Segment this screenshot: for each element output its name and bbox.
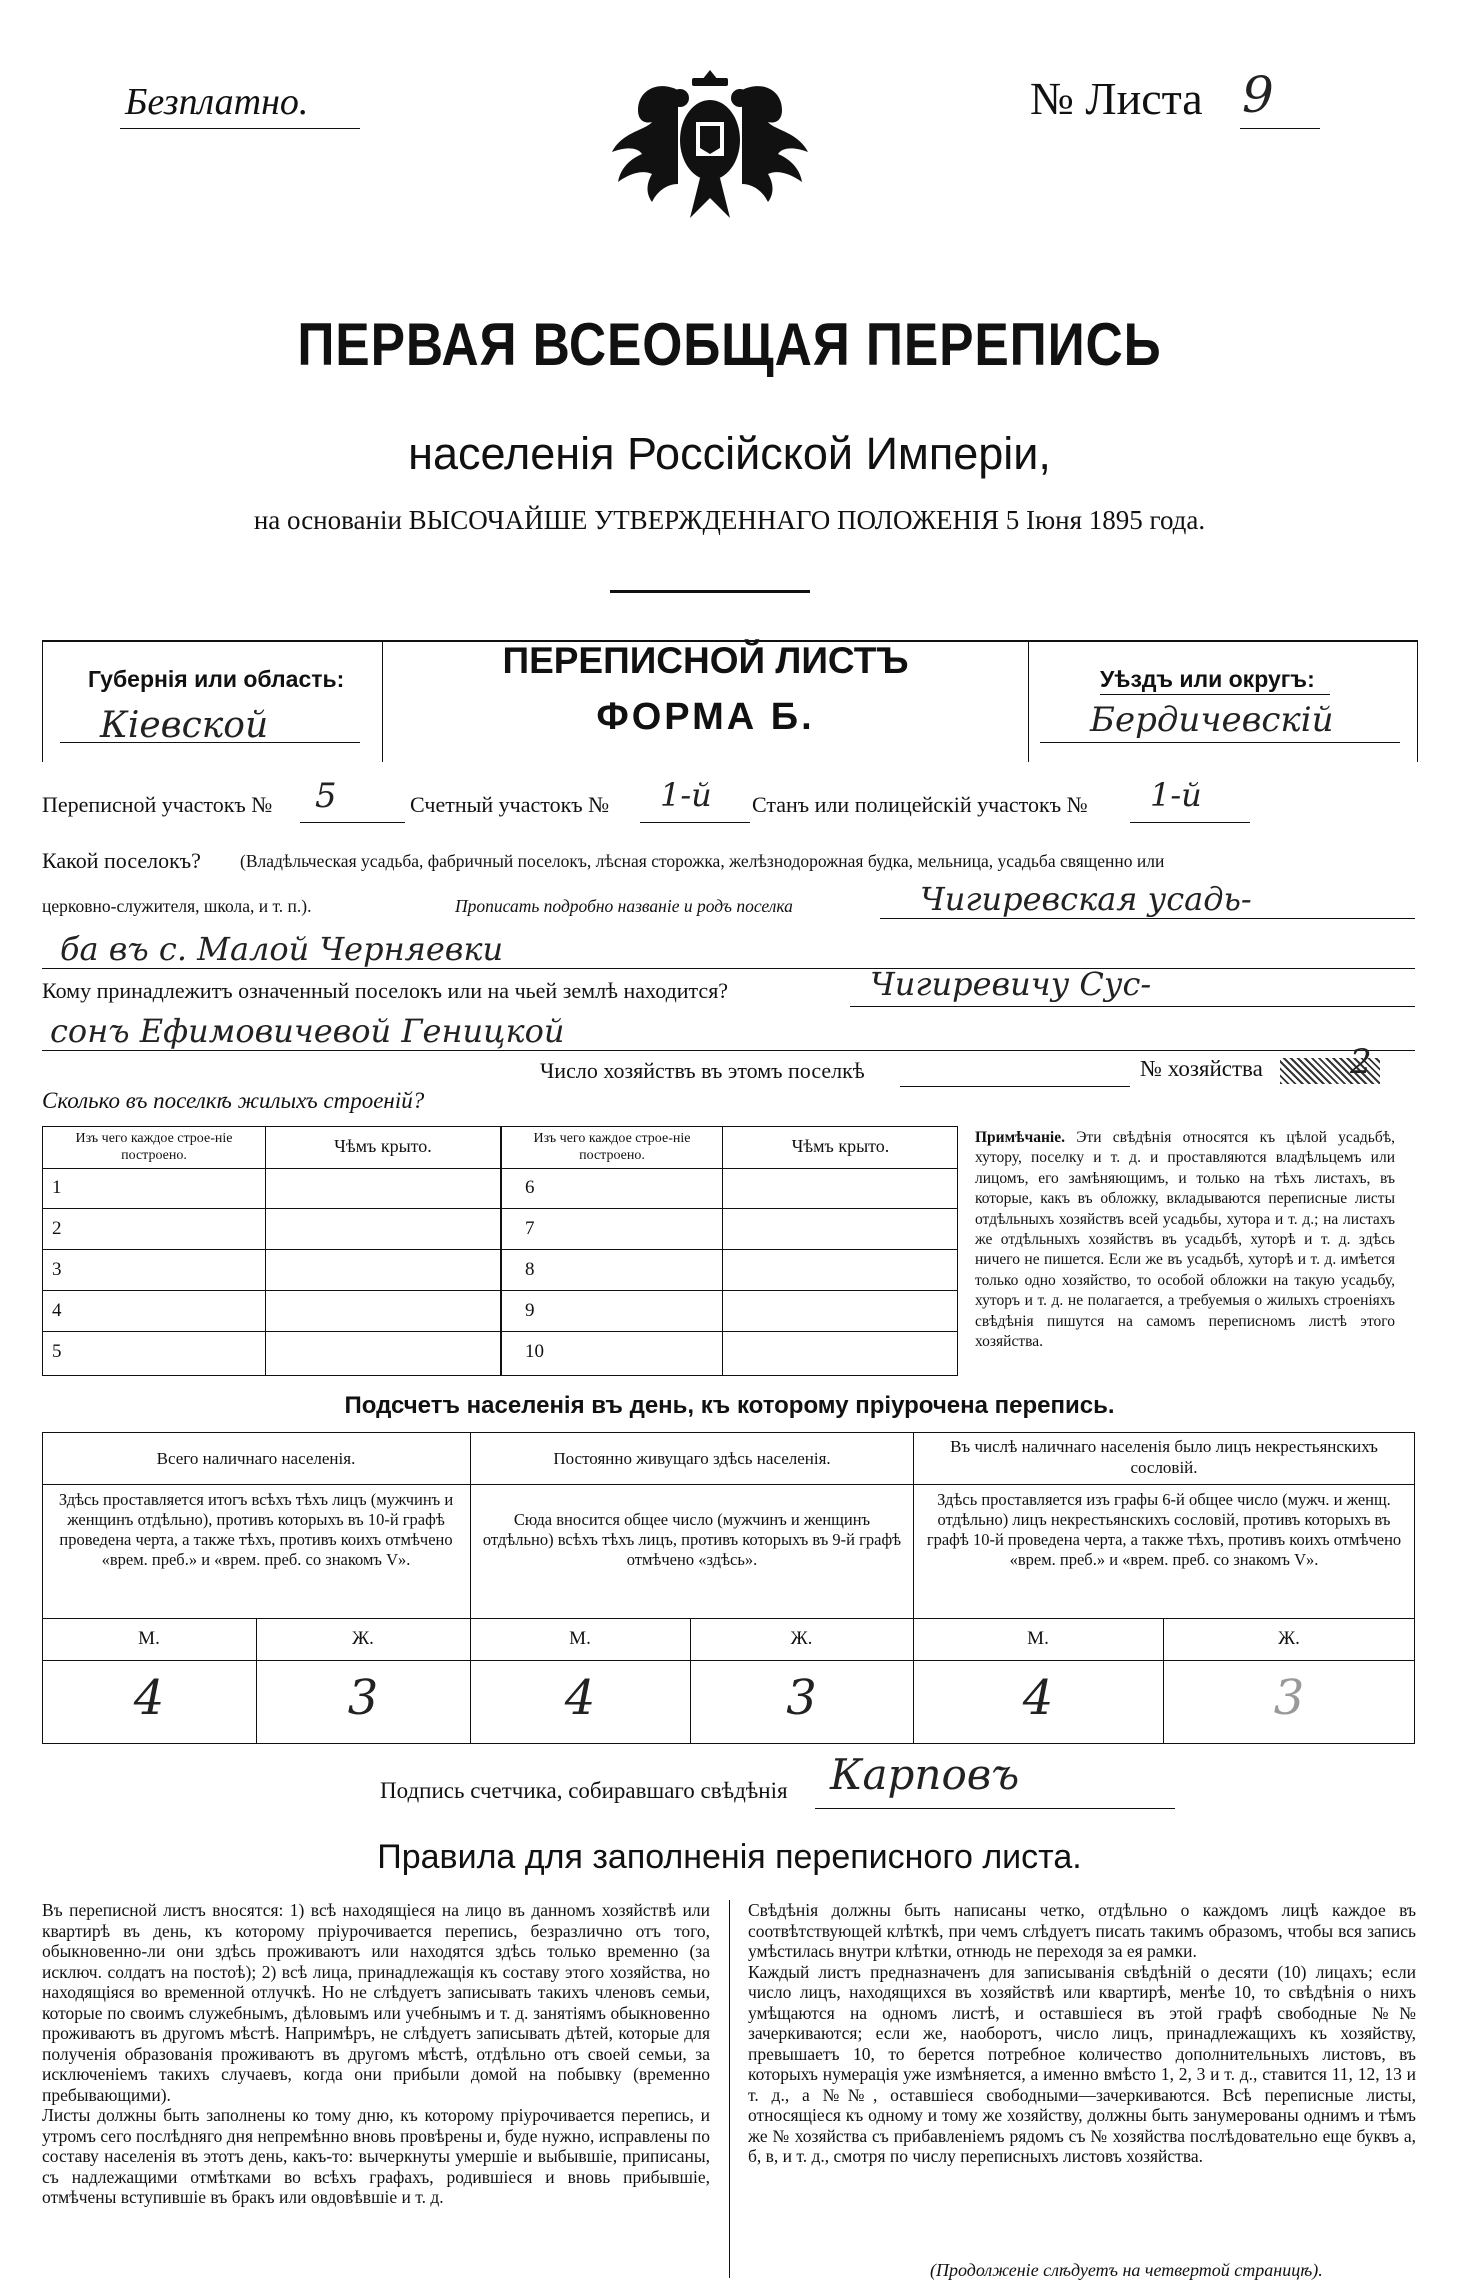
household-number-value: 2 (1350, 1042, 1372, 1082)
building-row-9: 9 (525, 1300, 535, 1321)
settlement-hint-2: церковно-служителя, школа, и т. п.). (42, 896, 312, 916)
count-col3-f-value: 3 (1273, 1670, 1305, 1726)
sheet-number-value: 9 (1242, 66, 1274, 124)
rules-title: Правила для заполненія переписного листа. (377, 1838, 1082, 1876)
owner-value-1: Чигиревичу Сус- (870, 965, 1152, 1003)
count-col2-m-label: М. (569, 1628, 591, 1649)
count-col1-head: Всего наличнаго населенія. (156, 1449, 356, 1468)
province-value: Кіевской (100, 705, 269, 746)
station-value: 1-й (1150, 776, 1202, 814)
rules-left-column: Въ переписной листъ вносятся: 1) всѣ находящіеся на лицо въ данномъ хозяйствѣ или квартирѣ въ день, къ которому пріурочивается перепись, безразлично отъ того, обыкновенно-ли они здѣсь проживаютъ или находятся здѣсь только временно (за исключ. солдатъ на постоѣ); 2) всѣ лица, принадлежащія къ составу этого хозяйства, но находящіяся во временной отлучкѣ. Но не слѣдуетъ записывать такихъ членовъ семьи, которые по своимъ служебнымъ, дѣловымъ или учебнымъ и т. д. занятіямъ обыкновенно проживаютъ въ другомъ мѣстѣ. Напримѣръ, не слѣдуетъ записывать дѣтей, которые для полученія образованія проживаютъ въ другомъ мѣстѣ, отдѣльно отъ своей семьи, за исключеніемъ такихъ случаевъ, когда они прибыли домой на побывку (временно пребывающими). Листы должны быть заполнены ко тому дню, къ которому пріурочивается перепись, и утромъ сего послѣдняго дня непремѣнно вновь провѣрены и, буде нужно, исправлены по составу населенія въ этотъ день, какъ-то: вычеркнуты умершіе и выбывшіе, приписаны, съ надлежащими отмѣтками во всѣхъ графахъ, родившіеся и вновь прибывшіе, отмѣчены вступившіе въ бракъ или овдовѣвшіе и т. д. (42, 1900, 710, 2207)
sheet-title: ПЕРЕПИСНОЙ ЛИСТЪ (502, 640, 909, 681)
note-text: Эти свѣдѣнія относятся къ цѣлой усадьбѣ, хутору, поселку и т. д. и проставляются владѣльцемъ или лицомъ, его замѣняющимъ, и только на тѣхъ листахъ, въ которые, какъ въ обложку, вкладываются переписные листы отдѣльныхъ хозяйствъ всей усадьбы, хутора и т. д.; на листахъ же отдѣльныхъ хозяйствъ въ усадьбѣ, хуторѣ и т. д. здѣсь ничего не пишется. Если же въ усадьбѣ, хуторѣ и т. д. имѣется только одно хозяйство, то особой обложки на такую усадьбу, хуторъ и т. д. не полагается, а требуемыя о жилыхъ строеніяхъ свѣдѣнія пишутся на самомъ переписномъ листѣ этого хозяйства. (975, 1129, 1395, 1351)
province-label: Губернія или область: (88, 666, 345, 692)
count-col3-m-label: М. (1027, 1628, 1049, 1649)
count-col1-m-value: 4 (133, 1670, 165, 1726)
building-row-5: 5 (52, 1341, 62, 1362)
building-row-2: 2 (52, 1218, 62, 1239)
building-row-1: 1 (52, 1177, 62, 1198)
count-col3-head: Въ числѣ наличнаго населенія было лицъ некрестьянскихъ сословій. (950, 1437, 1378, 1477)
buildings-note (975, 1128, 1395, 1352)
count-col3-f-label: Ж. (1278, 1628, 1300, 1649)
col-material-left: Изъ чего каждое строе-ніе построено. (75, 1131, 233, 1163)
sheet-number-label: № Листа (1030, 73, 1203, 124)
building-row-6: 6 (525, 1177, 535, 1198)
imperial-eagle-emblem (600, 60, 820, 230)
col-roof-right: Чѣмъ крыто. (791, 1136, 890, 1156)
count-col1-m-label: М. (138, 1628, 160, 1649)
col-material-right: Изъ чего каждое строе-ніе построено. (533, 1131, 691, 1163)
count-col1-f-label: Ж. (352, 1628, 374, 1649)
district-value: Бердичевскій (1090, 700, 1334, 740)
signature-value: Карповъ (830, 1750, 1020, 1799)
count-col3-m-value: 4 (1022, 1670, 1054, 1726)
households-label: Число хозяйствъ въ этомъ поселкѣ (540, 1058, 865, 1083)
settlement-value-2: ба въ с. Малой Черняевки (60, 930, 504, 968)
form-name: ФОРМА Б. (596, 696, 815, 738)
settlement-hint-1: (Владѣльческая усадьба, фабричный поселокъ, лѣсная сторожка, желѣзнодорожная будка, мельница, усадьба священно или (240, 851, 1165, 871)
building-row-3: 3 (52, 1259, 62, 1280)
count-col2-f-label: Ж. (790, 1628, 813, 1649)
count-col2-f-value: 3 (786, 1670, 817, 1726)
settlement-question: Какой поселокъ? (42, 848, 201, 873)
household-number-label: № хозяйства (1140, 1056, 1263, 1081)
owner-question: Кому принадлежитъ означенный поселокъ или на чьей землѣ находится? (42, 978, 729, 1003)
free-label: Безплатно. (125, 81, 309, 123)
district-label: Уѣздъ или округъ: (1100, 666, 1315, 692)
rules-right-column: Свѣдѣнія должны быть написаны четко, отдѣльно о каждомъ лицѣ каждое въ соотвѣтствующей клѣткѣ, при чемъ слѣдуетъ писать такимъ образомъ, чтобы вся запись умѣстилась внутри клѣтки, отнюдь не переходя за ея рамки. Каждый листъ предназначенъ для записыванія свѣдѣній о десяти (10) лицахъ; если число лицъ, находящихся въ хозяйствѣ или квартирѣ, менѣе 10, то свѣдѣнія о нихъ умѣщаются на одномъ листѣ, и оставшіеся въ этой графѣ свободные №№ зачеркиваются; если же, наоборотъ, число лицъ, принадлежащихъ къ хозяйству, превышаетъ 10, то берется потребное количество дополнительныхъ листовъ, въ которыхъ нумерація уже измѣняется, а именно вмѣсто 1, 2, 3 и т. д., ставится 11, 12, 13 и т. д., а №№, оставшіеся свободными—зачеркиваются. Всѣ переписные листы, относящіеся къ одному и тому же хозяйству, должны быть занумерованы однимъ и тѣмъ же № хозяйства съ прибавленіемъ рядомъ съ № хозяйства послѣдовательно еще буквъ а, б, в, и т. д., смотря по числу переписныхъ листовъ хозяйства. (748, 1900, 1416, 2166)
note-label: Примѣчаніе. (975, 1129, 1065, 1146)
count-col2-m-value: 4 (564, 1670, 596, 1726)
buildings-question: Сколько въ поселкѣ жилыхъ строеній? (42, 1088, 425, 1113)
document-title: ПЕРВАЯ ВСЕОБЩАЯ ПЕРЕПИСЬ (297, 311, 1162, 378)
col-roof-left: Чѣмъ крыто. (334, 1136, 432, 1156)
census-area-label: Переписной участокъ № (42, 792, 273, 817)
count-col2-desc: Сюда вносится общее число (мужчинъ и женщинъ отдѣльно) всѣхъ тѣхъ лицъ, противъ которыхъ въ 9-й графѣ отмѣчено «здѣсь». (482, 1510, 902, 1569)
building-row-4: 4 (52, 1300, 62, 1321)
building-row-10: 10 (525, 1341, 544, 1362)
count-col1-f-value: 3 (347, 1670, 379, 1726)
count-col1-desc: Здѣсь проставляется итогъ всѣхъ тѣхъ лицъ (мужчинъ и женщинъ отдѣльно), противъ которыхъ въ 10-й графѣ проведена черта, а также тѣхъ, противъ коихъ отмѣчено «врем. преб.» и «врем. преб. со знакомъ V». (58, 1490, 454, 1569)
signature-label: Подпись счетчика, собиравшаго свѣдѣнія (380, 1778, 788, 1803)
rules-continued-note: (Продолженіе слѣдуетъ на четвертой страницѣ). (930, 2260, 1323, 2280)
count-title: Подсчетъ населенія въ день, къ которому пріурочена перепись. (344, 1392, 1115, 1419)
settlement-instruction: Прописать подробно названіе и родъ поселка (455, 896, 793, 916)
count-col3-desc: Здѣсь проставляется изъ графы 6-й общее число (мужч. и женщ. отдѣльно) лицъ некрестьянскихъ сословій, противъ которыхъ въ графѣ 10-й проведена черта, а также тѣхъ, противъ коихъ отмѣчено «врем. преб.» и «врем. преб. со знакомъ V». (926, 1490, 1402, 1569)
document-subtitle: населенія Россійской Имперіи, (408, 428, 1051, 479)
owner-value-2: сонъ Ефимовичевой Геницкой (50, 1012, 565, 1050)
census-area-value: 5 (315, 776, 337, 816)
station-label: Станъ или полицейскій участокъ № (752, 792, 1088, 817)
settlement-value-1: Чигиревская усадь- (920, 880, 1252, 918)
building-row-7: 7 (525, 1218, 535, 1239)
legal-basis-line: на основаніи ВЫСОЧАЙШЕ УТВЕРЖДЕННАГО ПОЛОЖЕНІЯ 5 Іюня 1895 года. (253, 505, 1206, 535)
count-area-label: Счетный участокъ № (410, 792, 610, 817)
count-area-value: 1-й (660, 776, 712, 814)
count-col2-head: Постоянно живущаго здѣсь населенія. (553, 1449, 831, 1468)
building-row-8: 8 (525, 1259, 535, 1280)
